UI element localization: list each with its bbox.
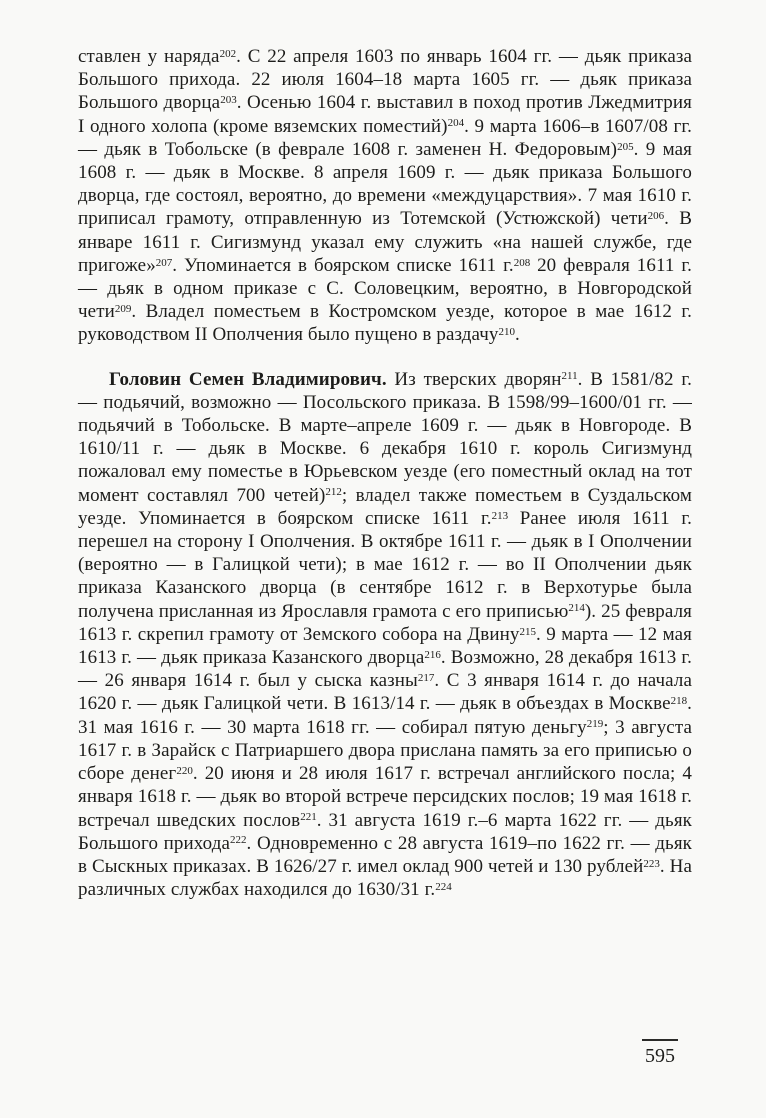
text-block xyxy=(78,45,692,901)
page-footer xyxy=(642,1039,678,1068)
footer-rule xyxy=(642,1039,678,1041)
paragraph-golovin-semen-vladimirovich: Головин Семен Владимирович. Из тверских дворян$^{211}$. В 1581/82 г. — подьячий, возможно — Посольского приказа. В 1598/99–1600/01 гг. — подьячий в Тобольске. В марте–апреле 1609 г. — дьяк в Новгороде. В 1610/11 г. — дьяк в Москве. 6 декабря 1610 г. король Сигизмунд пожаловал ему поместье в Юрьевском уезде (его поместный оклад на тот момент составлял 700 четей)$^{212}$; владел также поместьем в Суздальском уезде. Упоминается в боярском списке 1611 г.$^{213}$ Ранее июля 1611 г. перешел на сторону I Ополчения. В октябре 1611 г. — дьяк в I Ополчении (вероятно — в Галицкой чети); в мае 1612 г. — во II Ополчении дьяк приказа Казанского дворца (в сентябре 1612 г. в Верхотурье была получена присланная из Ярославля грамота с его приписью$^{214}$). 25 февраля 1613 г. скрепил грамоту от Земского собора на Двину$^{215}$. 9 марта — 12 мая 1613 г. — дьяк приказа Казанского дворца$^{216}$. Возможно, 28 декабря 1613 г. — 26 января 1614 г. был у сыска казны$^{217}$. С 3 января 1614 г. до начала 1620 г. — дьяк Галицкой чети. В 1613/14 г. — дьяк в объездах в Москве$^{218}$. 31 мая 1616 г. — 30 марта 1618 гг. — собирал пятую деньгу$^{219}$; 3 августа 1617 г. в Зарайск с Патриаршего двора прислана память за его приписью о сборе денег$^{220}$. 20 июня и 28 июля 1617 г. встречал английского посла; 4 января 1618 г. — дьяк во второй встрече персидских послов; 19 мая 1618 г. встречал шведских послов$^{221}$. 31 августа 1619 г.–6 марта 1622 гг. — дьяк Большого прихода$^{222}$. Одновременно с 28 августа 1619–по 1622 гг. — дьяк в Сыскных приказах. В 1626/27 г. имел оклад 900 четей и 130 рублей$^{223}$. На различных службах находился до 1630/31 г.$^{224}$ xyxy=(78,368,693,901)
paragraph-continuation: ставлен у наряда$^{202}$. С 22 апреля 1603 по январь 1604 гг. — дьяк приказа Большого прихода. 22 июля 1604–18 марта 1605 гг. — дьяк приказа Большого дворца$^{203}$. Осенью 1604 г. выставил в поход против Лжедмитрия I одного холопа (кроме вяземских поместий)$^{204}$. 9 марта 1606–в 1607/08 гг. — дьяк в Тобольске (в феврале 1608 г. заменен Н. Федоровым)$^{205}$. 9 мая 1608 г. — дьяк в Москве. 8 апреля 1609 г. — дьяк приказа Большого дворца, где состоял, вероятно, до времени «междуцарствия». 7 мая 1610 г. приписал грамоту, отправленную из Тотемской (Устюжской) чети$^{206}$. В январе 1611 г. Сигизмунд указал ему служить «на нашей службе, где пригоже»$^{207}$. Упоминается в боярском списке 1611 г.$^{208}$ 20 февраля 1611 г. — дьяк в одном приказе с С. Соловецким, вероятно, в Новгородской чети$^{209}$. Владел поместьем в Костромском уезде, которое в мае 1612 г. руководством II Ополчения было пущено в раздачу$^{210}$. xyxy=(78,46,693,346)
page-number: 595 xyxy=(645,1045,675,1067)
